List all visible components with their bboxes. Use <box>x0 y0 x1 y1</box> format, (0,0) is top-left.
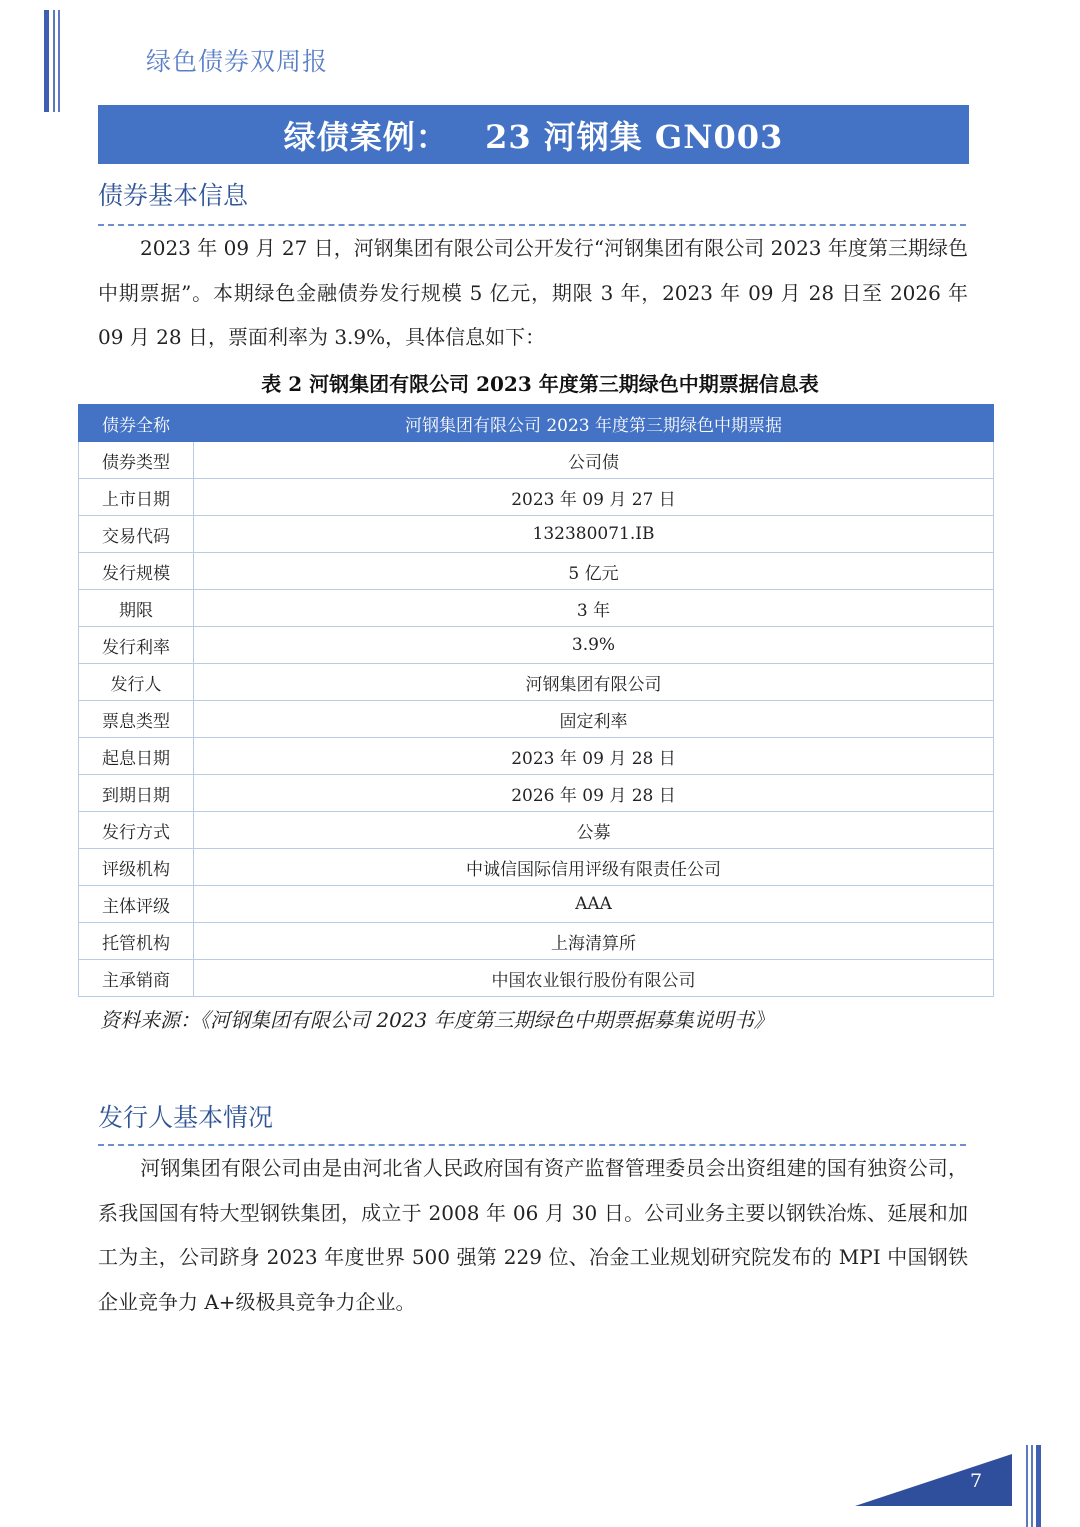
bond-intro-paragraph <box>98 226 968 360</box>
table-header-row <box>79 405 994 442</box>
table-row <box>79 664 994 701</box>
table-row-key: 主体评级 <box>79 886 194 923</box>
section-heading-bond-info: 债券基本信息 <box>98 181 249 210</box>
page-number: 7 <box>970 1470 983 1492</box>
table-row <box>79 960 994 997</box>
table-row <box>79 849 994 886</box>
table-row-value: 固定利率 <box>194 701 994 738</box>
table-row-key: 发行规模 <box>79 553 194 590</box>
table-row-key: 托管机构 <box>79 923 194 960</box>
table-header-value: 河钢集团有限公司 2023 年度第三期绿色中期票据 <box>194 405 994 442</box>
table-row-key: 发行利率 <box>79 627 194 664</box>
table-row-value: 2023 年 09 月 28 日 <box>194 738 994 775</box>
bond-info-table <box>78 404 994 997</box>
right-decorative-bars <box>1026 1445 1046 1527</box>
table-row <box>79 923 994 960</box>
table-row-key: 票息类型 <box>79 701 194 738</box>
table-row-value: 公司债 <box>194 442 994 479</box>
table-row-key: 发行人 <box>79 664 194 701</box>
table-row <box>79 516 994 553</box>
table-row-key: 上市日期 <box>79 479 194 516</box>
table-row <box>79 701 994 738</box>
footer-corner-triangle <box>855 1450 1015 1508</box>
table-row-key: 评级机构 <box>79 849 194 886</box>
table-row-value: 2023 年 09 月 27 日 <box>194 479 994 516</box>
table-row-value: 5 亿元 <box>194 553 994 590</box>
table-row-key: 主承销商 <box>79 960 194 997</box>
table-row <box>79 479 994 516</box>
table-row-key: 起息日期 <box>79 738 194 775</box>
table-row-key: 发行方式 <box>79 812 194 849</box>
table-row <box>79 442 994 479</box>
issuer-text: 河钢集团有限公司由是由河北省人民政府国有资产监督管理委员会出资组建的国有独资公司，系我国国有特大型钢铁集团，成立于 2008 年 06 月 30 日。公司业务主要以钢铁冶炼、延展和加工为主，公司跻身 2023 年度世界 500 强第 229 位、冶金工业规划研究院发布的 MPI 中国钢铁企业竞争力 A+级极具竞争力企业。 <box>98 1156 968 1314</box>
table-row-value: 中国农业银行股份有限公司 <box>194 960 994 997</box>
table-row-value: 上海清算所 <box>194 923 994 960</box>
table-row-key: 交易代码 <box>79 516 194 553</box>
table-source-note: 资料来源：《河钢集团有限公司 2023 年度第三期绿色中期票据募集说明书》 <box>100 1008 774 1032</box>
table-header-key: 债券全称 <box>79 405 194 442</box>
table-row <box>79 627 994 664</box>
report-title: 绿色债券双周报 <box>146 47 329 76</box>
banner-title: 绿债案例： 23 河钢集 GN003 <box>283 117 784 156</box>
table-row-value: 132380071.IB <box>194 516 994 553</box>
table-row <box>79 886 994 923</box>
table-row-value: 3.9% <box>194 627 994 664</box>
table-row <box>79 738 994 775</box>
bond-intro-text: 2023 年 09 月 27 日，河钢集团有限公司公开发行“河钢集团有限公司 2023 年度第三期绿色中期票据”。本期绿色金融债券发行规模 5 亿元，期限 3 年，2023 年 09 月 28 日至 2026 年 09 月 28 日，票面利率为 3.9%，具体信息如下： <box>98 236 968 349</box>
table-row <box>79 590 994 627</box>
table-row-key: 到期日期 <box>79 775 194 812</box>
table-row-value: AAA <box>194 886 994 923</box>
case-banner <box>98 105 969 164</box>
issuer-paragraph <box>98 1146 968 1324</box>
left-decorative-bars <box>44 10 64 112</box>
table-row-value: 中诚信国际信用评级有限责任公司 <box>194 849 994 886</box>
table-row <box>79 553 994 590</box>
table-row-value: 河钢集团有限公司 <box>194 664 994 701</box>
table-row <box>79 775 994 812</box>
table-row-value: 公募 <box>194 812 994 849</box>
table-row-key: 债券类型 <box>79 442 194 479</box>
table-row <box>79 812 994 849</box>
table-row-value: 2026 年 09 月 28 日 <box>194 775 994 812</box>
table-row-value: 3 年 <box>194 590 994 627</box>
table-caption: 表 2 河钢集团有限公司 2023 年度第三期绿色中期票据信息表 <box>261 372 819 396</box>
section-heading-issuer: 发行人基本情况 <box>98 1103 274 1132</box>
table-row-key: 期限 <box>79 590 194 627</box>
